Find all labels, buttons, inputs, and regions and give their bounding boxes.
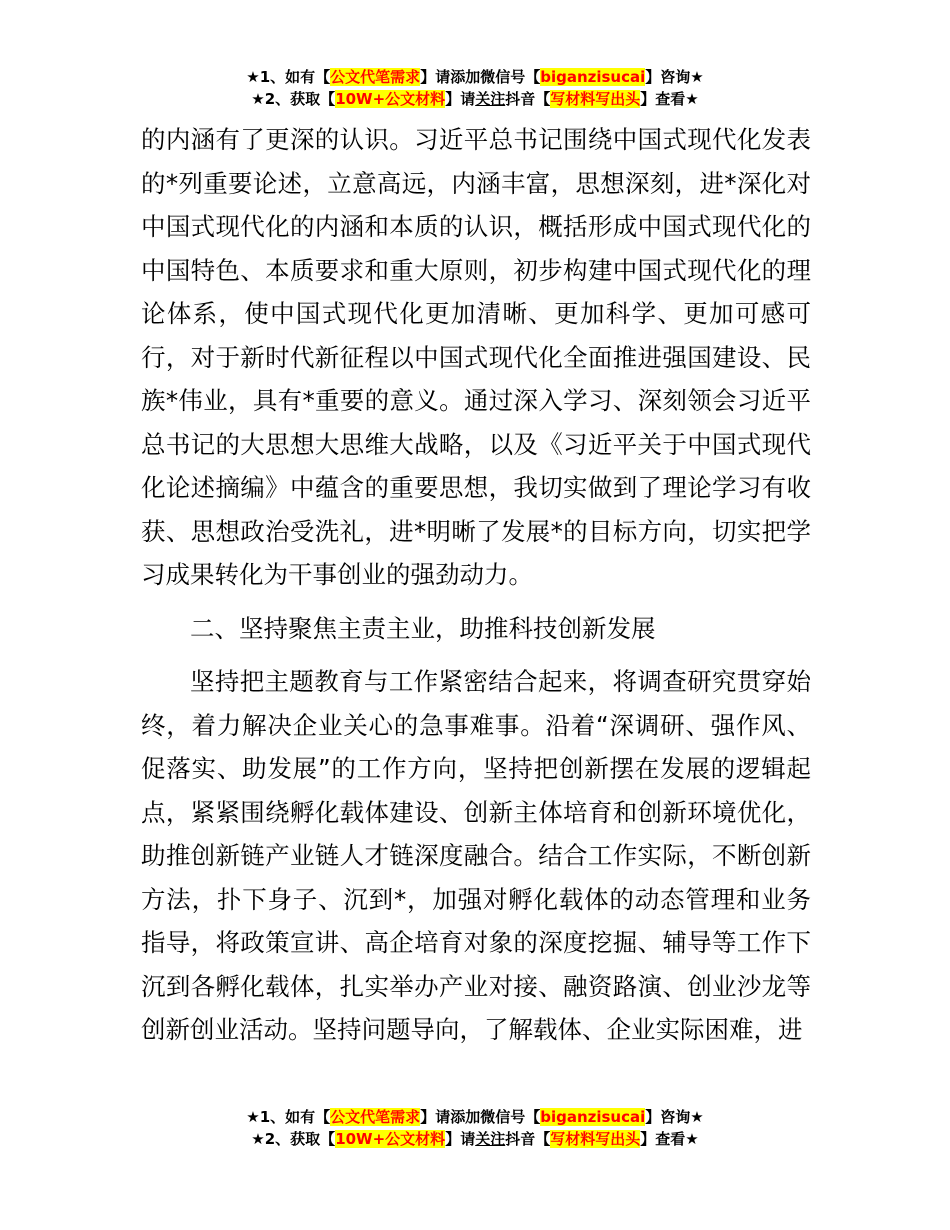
header-banner-line-1 xyxy=(0,66,950,88)
section-heading: 二、坚持聚焦主责主业，助推科技创新发展 xyxy=(190,613,656,643)
highlight-service: 公文代笔需求 xyxy=(330,1108,421,1126)
footer-banner-line-1 xyxy=(0,1106,950,1128)
underlined-follow: 关注 xyxy=(475,1130,506,1148)
banner-text: ★2、获取【 xyxy=(251,1130,336,1148)
banner-text: 抖音【 xyxy=(505,90,551,108)
document-body xyxy=(141,118,811,1052)
highlight-materials: 10W+公文材料 xyxy=(335,1130,446,1148)
banner-text: 】查看★ xyxy=(640,90,699,108)
underlined-follow: 关注 xyxy=(475,90,506,108)
highlight-douyin-account: 写材料写出头 xyxy=(550,90,641,108)
banner-text: 】查看★ xyxy=(640,1130,699,1148)
banner-text: ★1、如有【 xyxy=(246,68,331,86)
highlight-wechat-id: biganzisucai xyxy=(540,68,646,86)
body-paragraph: 坚持把主题教育与工作紧密结合起来，将调查研究贯穿始终，着力解决企业关心的急事难事。沿着“深调研、强作风、促落实、助发展”的工作方向，坚持把创新摆在发展的逻辑起点，紧紧围绕孵化载体建设、创新主体培育和创新环境优化，助推创新链产业链人才链深度融合。结合工作实际，不断创新方法，扑下身子、沉到*，加强对孵化载体的动态管理和业务指导，将政策宣讲、高企培育对象的深度挖掘、辅导等工作下沉到各孵化载体，扎实举办产业对接、融资路演、创业沙龙等创新创业活动。坚持问题导向，了解载体、企业实际困难，进 xyxy=(141,667,811,1044)
footer-banner-line-2 xyxy=(0,1128,950,1150)
banner-text: 】请添加微信号【 xyxy=(420,1108,541,1126)
body-paragraph: 的内涵有了更深的认识。习近平总书记围绕中国式现代化发表的*列重要论述，立意高远，内涵丰富，思想深刻，进*深化对中国式现代化的内涵和本质的认识，概括形成中国式现代化的中国特色、本质要求和重大原则，初步构建中国式现代化的理论体系，使中国式现代化更加清晰、更加科学、更加可感可行，对于新时代新征程以中国式现代化全面推进强国建设、民族*伟业，具有*重要的意义。通过深入学习、深刻领会习近平总书记的大思想大思维大战略，以及《习近平关于中国式现代化论述摘编》中蕴含的重要思想，我切实做到了理论学习有收获、思想政治受洗礼，进*明晰了发展*的目标方向，切实把学习成果转化为干事创业的强劲动力。 xyxy=(141,125,811,589)
banner-text: 】请 xyxy=(445,90,476,108)
banner-text: 】咨询★ xyxy=(645,68,704,86)
banner-text: 】咨询★ xyxy=(645,1108,704,1126)
highlight-service: 公文代笔需求 xyxy=(330,68,421,86)
banner-text: ★2、获取【 xyxy=(251,90,336,108)
highlight-materials: 10W+公文材料 xyxy=(335,90,446,108)
highlight-wechat-id: biganzisucai xyxy=(540,1108,646,1126)
banner-text: ★1、如有【 xyxy=(246,1108,331,1126)
banner-text: 】请 xyxy=(445,1130,476,1148)
footer-banner xyxy=(0,1106,950,1150)
banner-text: 】请添加微信号【 xyxy=(420,68,541,86)
header-banner-line-2 xyxy=(0,88,950,110)
highlight-douyin-account: 写材料写出头 xyxy=(550,1130,641,1148)
banner-text: 抖音【 xyxy=(505,1130,551,1148)
header-banner xyxy=(0,66,950,110)
